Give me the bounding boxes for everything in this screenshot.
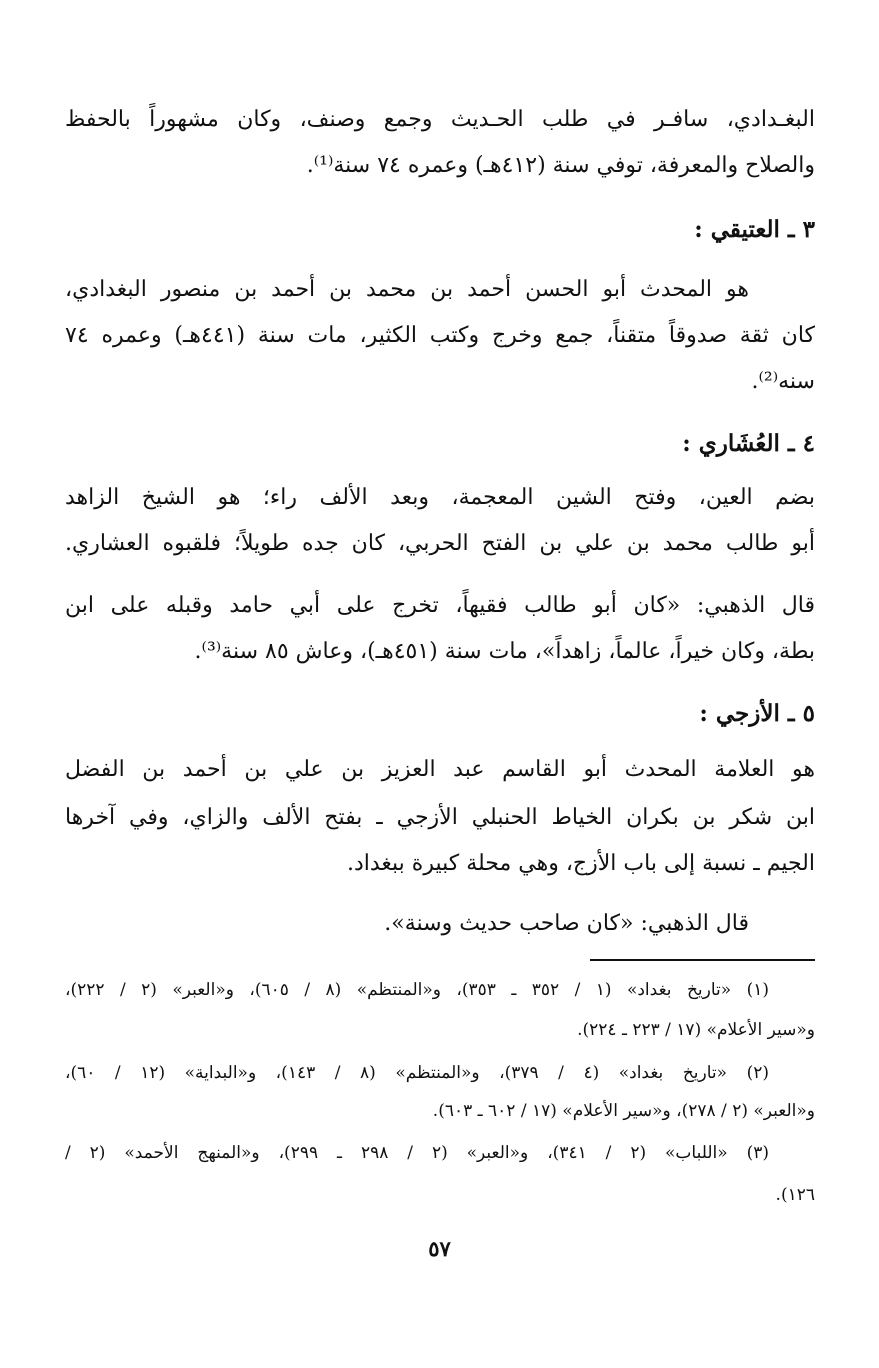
body-line: البغـدادي، سافـر في طلب الحـديث وجمع وصنف، وكان مشهوراً بالحفظ	[65, 107, 815, 132]
body-line: قال الذهبي: «كان صاحب حديث وسنة».	[384, 911, 749, 936]
body-line: هو العلامة المحدث أبو القاسم عبد العزيز بن علي بن أحمد بن الفضل	[65, 757, 815, 782]
body-line: ابن شكر بن بكران الخياط الحنبلي الأزجي ـ بفتح الألف والزاي، وفي آخرها	[65, 805, 815, 830]
section-heading: ٣ ـ العتيقي :	[694, 216, 815, 243]
body-line: هو المحدث أبو الحسن أحمد بن محمد بن أحمد بن منصور البغدادي،	[65, 277, 749, 302]
footnote-line: (١) «تاريخ بغداد» (١ / ٣٥٢ ـ ٣٥٣)، و«المنتظم» (٨ / ٦٠٥)، و«العبر» (٢ / ٢٢٢)،	[65, 980, 770, 1000]
body-line: كان ثقة صدوقاً متقناً، جمع وخرج وكتب الكثير، مات سنة (٤٤١هـ) وعمره ٧٤	[65, 323, 815, 348]
page-number: ٥٧	[428, 1236, 451, 1261]
section-heading: ٥ ـ الأزجي :	[699, 700, 815, 727]
body-line: قال الذهبي: «كان أبو طالب فقيهاً، تخرج على أبي حامد وقبله على ابن	[65, 593, 815, 618]
body-line: بطة، وكان خيراً، عالماً، زاهداً»، مات سنة (٤٥١هـ)، وعاش ٨٥ سنة⁽³⁾.	[194, 639, 815, 664]
body-line: بضم العين، وفتح الشين المعجمة، وبعد الألف راء؛ هو الشيخ الزاهد	[65, 485, 815, 510]
footnote-line: (٣) «اللباب» (٢ / ٣٤١)، و«العبر» (٢ / ٢٩٨ ـ ٢٩٩)، و«المنهج الأحمد» (٢ /	[65, 1143, 769, 1163]
footnote-line: ١٢٦).	[775, 1185, 815, 1205]
body-line: الجيم ـ نسبة إلى باب الأزج، وهي محلة كبيرة ببغداد.	[346, 851, 815, 876]
footnote-separator	[590, 959, 815, 961]
section-heading: ٤ ـ العُشَاري :	[682, 430, 815, 457]
footnote-line: و«العبر» (٢ / ٢٧٨)، و«سير الأعلام» (١٧ / ٦٠٢ ـ ٦٠٣).	[432, 1101, 815, 1121]
footnote-line: (٢) «تاريخ بغداد» (٤ / ٣٧٩)، و«المنتظم» (٨ / ١٤٣)، و«البداية» (١٢ / ٦٠)،	[65, 1063, 769, 1083]
body-line: سنه⁽²⁾.	[751, 369, 815, 394]
footnote-line: و«سير الأعلام» (١٧ / ٢٢٣ ـ ٢٢٤).	[577, 1020, 815, 1040]
body-line: والصلاح والمعرفة، توفي سنة (٤١٢هـ) وعمره ٧٤ سنة⁽¹⁾.	[306, 153, 815, 178]
body-line: أبو طالب محمد بن علي بن الفتح الحربي، كان جده طويلاً؛ فلقبوه العشاري.	[65, 531, 815, 556]
